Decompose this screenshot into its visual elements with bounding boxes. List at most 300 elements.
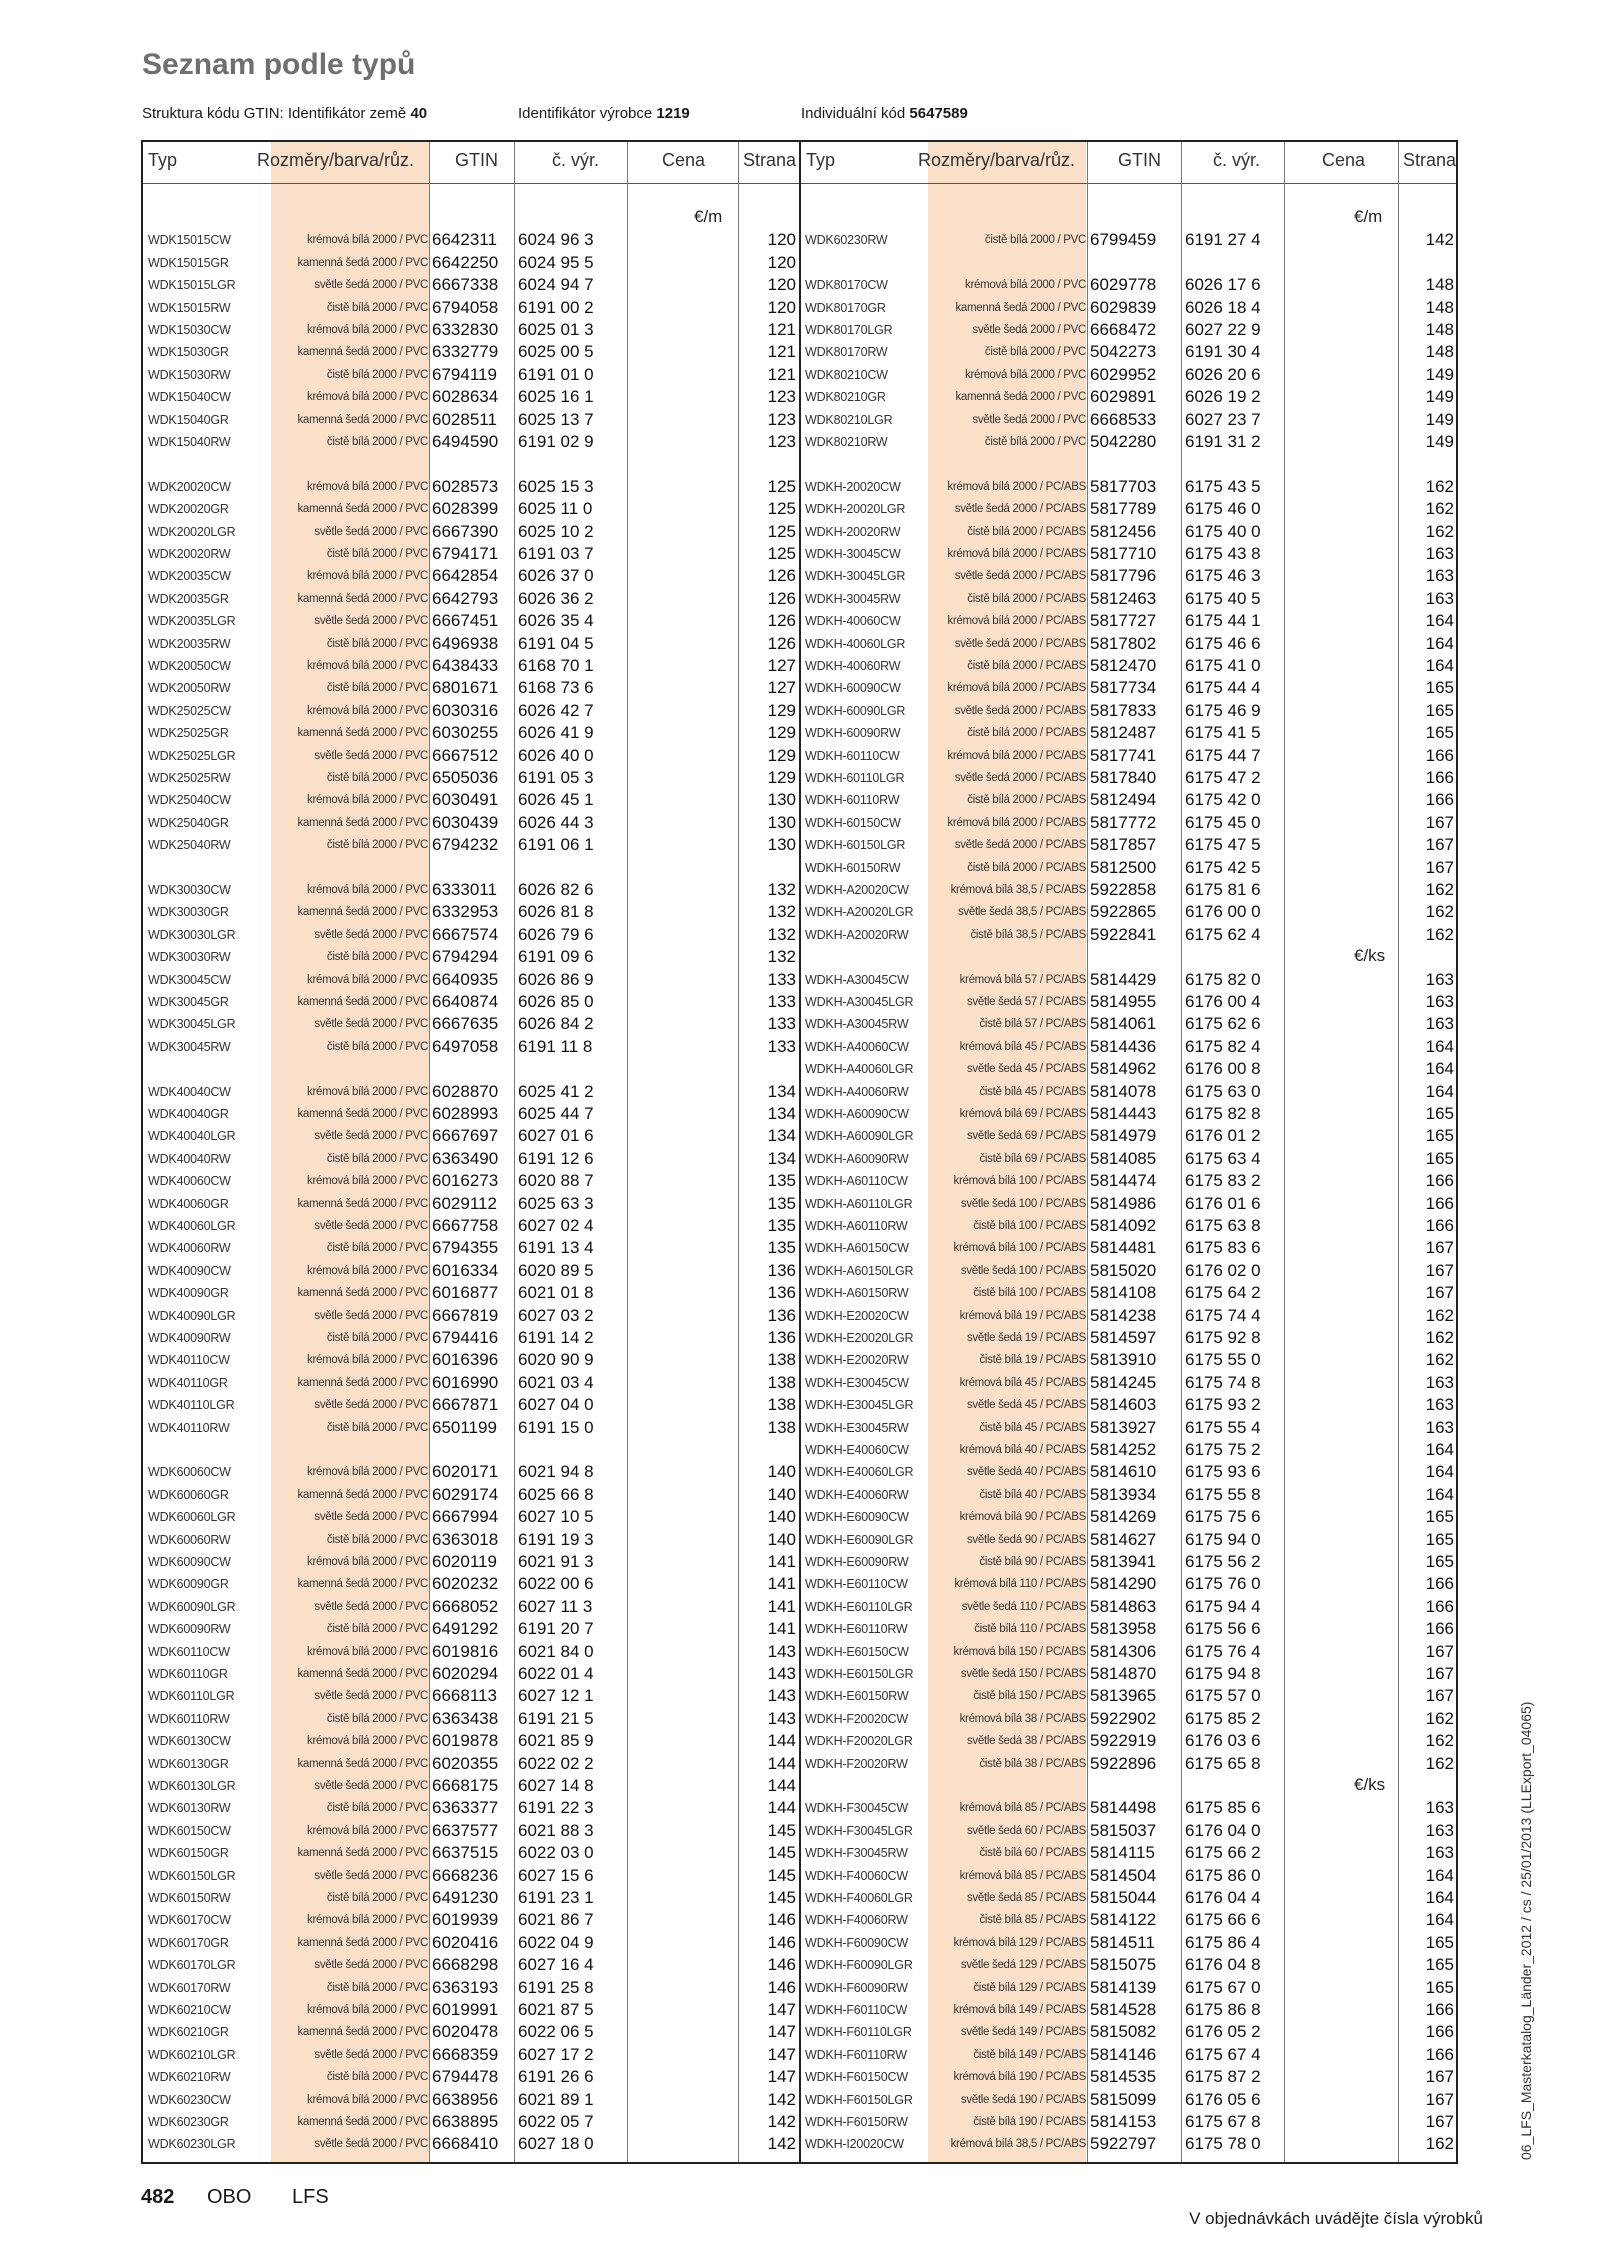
product-page: 121	[767, 320, 796, 339]
side-catalog-note: 06_LFS_Masterkatalog_Länder_2012 / cs / 25/01/2013 (LLExport_04065)	[1518, 1701, 1534, 2160]
product-type: WDK15015CW	[148, 233, 231, 248]
product-article-number: 6027 01 6	[518, 1126, 594, 1146]
product-article-number: 6176 02 0	[1185, 1260, 1261, 1280]
product-dimensions: krémová bílá 2000 / PC/ABS	[947, 816, 1086, 829]
header-dim: Rozměry/barva/růz.	[918, 150, 1076, 170]
product-article-number: 6022 06 5	[518, 2022, 594, 2042]
product-page: 140	[767, 1484, 796, 1504]
header-gtin: GTIN	[455, 150, 498, 170]
product-dimensions: kamenná šedá 2000 / PVC	[297, 1757, 428, 1770]
product-type: WDK30030CW	[148, 883, 231, 897]
product-dimensions: světle šedá 2000 / PVC	[314, 1130, 428, 1143]
product-dimensions: čistě bílá 149 / PC/ABS	[973, 2048, 1086, 2061]
product-page: 166	[1425, 745, 1454, 765]
product-article-number: 6025 66 8	[518, 1484, 594, 1504]
product-gtin: 5817703	[1090, 476, 1157, 496]
product-type: WDKH-E20020CW	[805, 1308, 909, 1323]
table-row	[0, 1417, 1600, 1439]
product-article-number: 6022 01 4	[518, 1664, 594, 1683]
product-type: WDK40060LGR	[148, 1219, 236, 1233]
product-article-number: 6191 25 8	[518, 1977, 594, 1997]
product-article-number: 6191 15 0	[518, 1417, 594, 1437]
product-page: 167	[1425, 1238, 1454, 1258]
product-dimensions: světle šedá 19 / PC/ABS	[966, 1332, 1086, 1344]
product-gtin: 5814870	[1090, 1664, 1157, 1683]
product-type: WDK80210GR	[805, 390, 886, 405]
header-page: Strana	[1403, 150, 1457, 170]
product-article-number: 6025 00 5	[518, 342, 594, 362]
table-row	[0, 812, 1600, 834]
product-type: WDK60090LGR	[148, 1599, 236, 1614]
product-dimensions: čistě bílá 2000 / PVC	[326, 1421, 428, 1434]
product-page: 133	[767, 1036, 796, 1056]
product-page: 135	[767, 1238, 796, 1258]
table-row	[0, 1708, 1600, 1730]
product-article-number: 6025 63 3	[518, 1193, 594, 1213]
product-dimensions: kamenná šedá 2000 / PVC	[297, 592, 428, 605]
product-gtin: 6030439	[432, 812, 499, 832]
product-dimensions: krémová bílá 2000 / PVC	[307, 391, 428, 404]
product-gtin: 6494590	[432, 432, 499, 451]
product-dimensions: kamenná šedá 2000 / PVC	[297, 503, 428, 516]
product-page: 162	[1425, 476, 1454, 496]
product-article-number: 6175 62 4	[1185, 924, 1261, 944]
product-article-number: 6175 64 2	[1185, 1283, 1261, 1303]
product-page: 162	[1425, 1328, 1454, 1347]
product-dimensions: čistě bílá 2000 / PVC	[326, 951, 428, 964]
product-page: 163	[1425, 1395, 1454, 1415]
product-dimensions: čistě bílá 38 / PC/ABS	[979, 1757, 1086, 1770]
product-dimensions: světle šedá 150 / PC/ABS	[960, 1668, 1086, 1680]
product-gtin: 5817796	[1090, 566, 1157, 586]
product-page: 147	[767, 2022, 796, 2042]
product-gtin: 5814627	[1090, 1529, 1157, 1549]
product-gtin: 6505036	[432, 768, 499, 787]
product-dimensions: světle šedá 2000 / PVC	[314, 1511, 428, 1524]
product-gtin: 6438433	[432, 656, 499, 675]
product-article-number: 6175 93 6	[1185, 1462, 1261, 1482]
product-gtin: 6491292	[432, 1619, 499, 1639]
product-dimensions: krémová bílá 90 / PC/ABS	[959, 1511, 1086, 1524]
product-dimensions: čistě bílá 100 / PC/ABS	[973, 1287, 1086, 1300]
product-type: WDKH-30045LGR	[805, 569, 906, 584]
product-type: WDKH-E30045LGR	[805, 1398, 914, 1413]
product-gtin: 6020119	[432, 1552, 497, 1571]
product-type: WDKH-E30045RW	[805, 1420, 909, 1435]
product-gtin: 6030491	[432, 790, 499, 810]
product-dimensions: světle šedá 2000 / PVC	[314, 1690, 428, 1703]
product-type: WDK60090RW	[148, 1622, 231, 1637]
product-type: WDK60130CW	[148, 1734, 231, 1749]
product-gtin: 5814092	[1090, 1216, 1157, 1235]
product-dimensions: světle šedá 60 / PC/ABS	[966, 1824, 1086, 1837]
product-type: WDKH-A60110LGR	[805, 1196, 913, 1211]
product-page: 143	[767, 1664, 796, 1683]
product-gtin: 5042273	[1090, 342, 1157, 362]
product-dimensions: světle šedá 100 / PC/ABS	[960, 1264, 1086, 1277]
product-dimensions: čistě bílá 2000 / PVC	[326, 1242, 428, 1255]
product-page: 126	[767, 633, 796, 653]
product-article-number: 6024 94 7	[518, 275, 594, 295]
product-article-number: 6021 88 3	[518, 1820, 594, 1840]
product-dimensions: čistě bílá 2000 / PVC	[326, 368, 428, 381]
table-row	[0, 1730, 1600, 1752]
product-article-number: 6025 10 2	[518, 521, 594, 541]
product-gtin: 6794416	[432, 1328, 499, 1347]
product-gtin: 6667697	[432, 1126, 499, 1146]
product-article-number: 6027 04 0	[518, 1395, 594, 1415]
product-page: 162	[1425, 1731, 1454, 1751]
product-dimensions: čistě bílá 2000 / PVC	[326, 548, 428, 560]
product-article-number: 6175 67 0	[1185, 1977, 1261, 1997]
product-dimensions: světle šedá 40 / PC/ABS	[966, 1466, 1086, 1479]
product-page: 162	[1425, 1753, 1454, 1773]
product-page: 165	[1425, 1529, 1454, 1549]
product-article-number: 6176 01 2	[1185, 1126, 1261, 1146]
product-gtin: 6497058	[432, 1036, 499, 1056]
product-gtin: 6667994	[432, 1507, 499, 1527]
product-type: WDK60060GR	[148, 1487, 229, 1502]
product-gtin: 5814085	[1090, 1148, 1157, 1168]
table-row	[0, 386, 1600, 408]
product-gtin: 6028399	[432, 499, 499, 519]
price-unit: €/m	[1354, 207, 1383, 226]
table-row	[0, 1327, 1600, 1349]
product-page: 164	[1425, 1059, 1454, 1079]
table-row	[0, 1641, 1600, 1663]
product-gtin: 5814122	[1090, 1910, 1157, 1930]
product-dimensions: světle šedá 2000 / PVC	[314, 1309, 428, 1322]
product-dimensions: kamenná šedá 2000 / PVC	[955, 301, 1086, 314]
table-row	[0, 1349, 1600, 1371]
table-row	[0, 2021, 1600, 2043]
product-type: WDKH-A30045RW	[805, 1017, 909, 1032]
product-dimensions: kamenná šedá 2000 / PVC	[297, 727, 428, 740]
product-article-number: 6191 06 1	[518, 835, 594, 855]
product-gtin: 6332953	[432, 902, 499, 922]
product-type: WDK25040RW	[148, 838, 231, 853]
header-price: Cena	[1322, 150, 1366, 170]
product-dimensions: čistě bílá 45 / PC/ABS	[979, 1085, 1086, 1098]
product-gtin: 6363438	[432, 1708, 499, 1728]
gtin-individual-label: Individuální kód	[801, 105, 906, 122]
product-page: 135	[767, 1193, 796, 1213]
table-row	[0, 409, 1600, 431]
product-gtin: 6363193	[432, 1977, 499, 1997]
table-row	[0, 2066, 1600, 2088]
product-article-number: 6175 56 6	[1185, 1619, 1261, 1639]
product-article-number: 6021 84 0	[518, 1641, 594, 1661]
table-row	[0, 1305, 1600, 1327]
product-page: 146	[767, 1932, 796, 1952]
table-row	[0, 655, 1600, 677]
product-type: WDK40060CW	[148, 1174, 231, 1189]
product-page: 143	[767, 1686, 796, 1706]
product-page: 132	[767, 947, 796, 967]
product-dimensions: kamenná šedá 2000 / PVC	[297, 1936, 428, 1949]
product-article-number: 6168 70 1	[518, 656, 594, 675]
product-dimensions: světle šedá 90 / PC/ABS	[966, 1533, 1086, 1546]
product-page: 167	[1425, 2112, 1454, 2131]
product-dimensions: krémová bílá 2000 / PVC	[307, 1645, 428, 1658]
product-type: WDKH-A60110RW	[805, 1219, 908, 1233]
product-gtin: 5814429	[1090, 969, 1157, 989]
product-dimensions: kamenná šedá 2000 / PVC	[297, 2116, 428, 2128]
product-type: WDK15015GR	[148, 255, 229, 270]
product-page: 166	[1425, 2022, 1454, 2042]
product-dimensions: krémová bílá 2000 / PVC	[307, 2004, 428, 2016]
product-page: 148	[1425, 297, 1454, 317]
product-page: 127	[767, 656, 796, 675]
product-page: 166	[1425, 1171, 1454, 1191]
product-article-number: 6175 82 8	[1185, 1104, 1261, 1123]
product-dimensions: čistě bílá 2000 / PVC	[326, 1802, 428, 1815]
product-dimensions: krémová bílá 45 / PC/ABS	[959, 1040, 1086, 1053]
product-article-number: 6175 55 4	[1185, 1417, 1261, 1437]
product-type: WDK60210GR	[148, 2025, 229, 2040]
product-type: WDKH-E60110RW	[805, 1622, 908, 1637]
product-page: 134	[767, 1081, 796, 1101]
product-dimensions: světle šedá 85 / PC/ABS	[966, 1892, 1086, 1904]
product-page: 149	[1425, 387, 1454, 407]
product-dimensions: kamenná šedá 2000 / PVC	[297, 346, 428, 359]
product-gtin: 6028511	[432, 409, 497, 429]
table-row	[0, 431, 1600, 453]
gtin-country-id: 40	[410, 105, 428, 122]
product-type: WDK60110LGR	[148, 1689, 235, 1704]
table-row	[0, 1394, 1600, 1416]
product-page: 167	[1425, 1641, 1454, 1661]
table-row	[0, 1193, 1600, 1215]
product-type: WDK15030GR	[148, 345, 229, 360]
product-page: 146	[767, 1955, 796, 1975]
product-page: 129	[767, 745, 796, 765]
header-typ: Typ	[148, 150, 178, 170]
product-dimensions: světle šedá 2000 / PC/ABS	[954, 570, 1086, 583]
product-type: WDK20020GR	[148, 502, 229, 517]
product-article-number: 6175 74 8	[1185, 1372, 1261, 1392]
product-gtin: 5813934	[1090, 1484, 1157, 1504]
product-gtin: 6491230	[432, 1888, 499, 1907]
table-row	[0, 722, 1600, 744]
product-page: 130	[767, 835, 796, 855]
product-article-number: 6191 19 3	[518, 1529, 594, 1549]
product-page: 167	[1425, 812, 1454, 832]
product-type: WDKH-A60150LGR	[805, 1263, 914, 1278]
product-type: WDK60210LGR	[148, 2047, 236, 2062]
table-row	[0, 1999, 1600, 2021]
product-gtin: 5814436	[1090, 1036, 1157, 1056]
product-gtin: 5814306	[1090, 1641, 1157, 1661]
product-gtin: 5922858	[1090, 880, 1157, 899]
product-page: 147	[767, 2044, 796, 2064]
product-page: 126	[767, 611, 796, 631]
product-page: 165	[1425, 1104, 1454, 1123]
product-article-number: 6026 79 6	[518, 924, 594, 944]
product-gtin: 5817802	[1090, 633, 1157, 653]
product-gtin: 6016273	[432, 1171, 499, 1191]
product-dimensions: krémová bílá 190 / PC/ABS	[953, 2071, 1086, 2084]
product-page: 145	[767, 1843, 796, 1863]
product-gtin: 5814603	[1090, 1395, 1157, 1415]
product-page: 166	[1425, 2044, 1454, 2064]
product-type: WDK40110LGR	[148, 1398, 235, 1413]
product-type: WDKH-60110RW	[805, 793, 900, 808]
product-type: WDK60060RW	[148, 1532, 231, 1547]
product-article-number: 6020 90 9	[518, 1350, 594, 1370]
table-row	[0, 834, 1600, 856]
product-type: WDK60150RW	[148, 1891, 231, 1905]
product-article-number: 6026 20 6	[1185, 364, 1261, 384]
product-dimensions: světle šedá 2000 / PC/ABS	[954, 704, 1086, 717]
product-article-number: 6175 41 5	[1185, 723, 1261, 743]
product-gtin: 6016396	[432, 1350, 499, 1370]
product-page: 136	[767, 1260, 796, 1280]
product-page: 140	[767, 1462, 796, 1482]
product-article-number: 6026 35 4	[518, 611, 594, 631]
product-gtin: 5817857	[1090, 835, 1157, 855]
product-page: 163	[1425, 992, 1454, 1011]
product-dimensions: světle šedá 2000 / PVC	[314, 749, 428, 762]
product-gtin: 5812494	[1090, 790, 1157, 810]
product-article-number: 6026 36 2	[518, 588, 594, 608]
product-dimensions: čistě bílá 2000 / PVC	[326, 839, 428, 852]
product-gtin: 5817772	[1090, 812, 1157, 832]
product-article-number: 6168 73 6	[518, 678, 594, 698]
product-article-number: 6027 12 1	[518, 1686, 594, 1706]
product-type: WDK60170RW	[148, 1980, 231, 1995]
product-type: WDK60110CW	[148, 1644, 230, 1659]
table-row	[0, 767, 1600, 789]
product-type: WDK60130GR	[148, 1756, 229, 1771]
product-article-number: 6191 20 7	[518, 1619, 594, 1639]
product-article-number: 6175 63 4	[1185, 1148, 1261, 1168]
product-article-number: 6175 67 8	[1185, 2112, 1261, 2131]
product-page: 167	[1425, 835, 1454, 855]
product-type: WDKH-F60110LGR	[805, 2025, 912, 2040]
product-dimensions: krémová bílá 2000 / PVC	[307, 704, 428, 717]
product-gtin: 5814962	[1090, 1059, 1157, 1079]
product-article-number: 6175 92 8	[1185, 1328, 1261, 1347]
product-page: 133	[767, 992, 796, 1011]
product-gtin: 5814511	[1090, 1932, 1155, 1952]
product-type: WDKH-A20020CW	[805, 883, 909, 897]
product-article-number: 6175 47 2	[1185, 768, 1261, 787]
gtin-manufacturer	[518, 105, 690, 122]
page-number: 482	[141, 2186, 175, 2208]
product-dimensions: světle šedá 2000 / PVC	[314, 279, 428, 292]
product-type: WDKH-60110LGR	[805, 771, 905, 785]
product-gtin: 5922841	[1090, 924, 1157, 944]
product-gtin: 6642311	[432, 230, 497, 250]
header-nr: č. výr.	[1213, 150, 1261, 170]
product-article-number: 6022 04 9	[518, 1932, 594, 1952]
product-dimensions: světle šedá 190 / PC/ABS	[960, 2093, 1086, 2106]
product-gtin: 6794119	[432, 364, 497, 384]
product-page: 141	[767, 1552, 796, 1571]
product-article-number: 6175 86 8	[1185, 2000, 1261, 2019]
product-page: 127	[767, 678, 796, 698]
product-gtin: 5814252	[1090, 1440, 1157, 1459]
product-type: WDK40040RW	[148, 1151, 231, 1166]
product-article-number: 6026 42 7	[518, 700, 594, 720]
product-gtin: 6332779	[432, 342, 499, 362]
product-type: WDK20020LGR	[148, 524, 236, 539]
product-page: 132	[767, 924, 796, 944]
product-dimensions: čistě bílá 2000 / PVC	[984, 346, 1086, 359]
product-article-number: 6191 23 1	[518, 1888, 594, 1907]
product-gtin: 5814269	[1090, 1507, 1157, 1527]
product-dimensions: světle šedá 110 / PC/ABS	[961, 1600, 1086, 1613]
product-type: WDK80210CW	[805, 367, 888, 382]
product-dimensions: čistě bílá 69 / PC/ABS	[979, 1152, 1086, 1165]
product-gtin: 6029891	[1090, 387, 1157, 407]
product-type: WDK40040LGR	[148, 1129, 236, 1144]
product-article-number: 6176 05 6	[1185, 2089, 1261, 2109]
product-gtin: 6019816	[432, 1641, 499, 1661]
product-dimensions: čistě bílá 2000 / PVC	[326, 1332, 428, 1344]
product-page: 147	[767, 2000, 796, 2019]
product-article-number: 6176 01 6	[1185, 1193, 1261, 1213]
product-type: WDK60060LGR	[148, 1510, 236, 1525]
product-dimensions: čistě bílá 2000 / PVC	[326, 772, 428, 784]
product-page: 163	[1425, 1843, 1454, 1863]
product-page: 144	[767, 1776, 796, 1795]
product-page: 167	[1425, 1283, 1454, 1303]
product-article-number: 6176 00 8	[1185, 1059, 1261, 1079]
product-type: WDKH-F40060CW	[805, 1868, 908, 1883]
product-dimensions: světle šedá 2000 / PVC	[314, 1399, 428, 1412]
product-page: 143	[767, 1708, 796, 1728]
product-dimensions: světle šedá 2000 / PVC	[314, 1780, 428, 1792]
product-article-number: 6176 04 0	[1185, 1820, 1261, 1840]
product-dimensions: světle šedá 2000 / PVC	[314, 1869, 428, 1882]
table-row	[0, 252, 1600, 274]
header-gtin: GTIN	[1118, 150, 1161, 170]
product-page: 163	[1425, 1014, 1454, 1034]
product-page: 138	[767, 1395, 796, 1415]
table-row	[0, 1013, 1600, 1035]
product-dimensions: světle šedá 2000 / PVC	[314, 1600, 428, 1613]
product-page: 142	[1425, 230, 1454, 250]
product-article-number: 6025 11 0	[518, 499, 593, 519]
product-page: 146	[767, 1977, 796, 1997]
product-type: WDK60210CW	[148, 2003, 231, 2017]
product-dimensions: krémová bílá 150 / PC/ABS	[953, 1645, 1086, 1658]
product-dimensions: krémová bílá 85 / PC/ABS	[959, 1802, 1086, 1815]
table-row	[0, 1685, 1600, 1707]
product-gtin: 5922902	[1090, 1708, 1157, 1728]
product-gtin: 6496938	[432, 633, 499, 653]
product-type: WDK40090CW	[148, 1263, 231, 1278]
product-dimensions: krémová bílá 2000 / PVC	[307, 1556, 428, 1568]
product-article-number: 6026 18 4	[1185, 297, 1261, 317]
product-type: WDKH-F40060RW	[805, 1913, 908, 1928]
product-page: 166	[1425, 768, 1454, 787]
product-gtin: 5814153	[1090, 2112, 1157, 2131]
table-row	[0, 1977, 1600, 1999]
product-gtin: 5814597	[1090, 1328, 1157, 1347]
product-type: WDKH-F60090LGR	[805, 1958, 913, 1973]
product-article-number: 6024 95 5	[518, 252, 594, 272]
product-article-number: 6025 44 7	[518, 1104, 594, 1123]
product-article-number: 6175 62 6	[1185, 1014, 1261, 1034]
product-article-number: 6175 57 0	[1185, 1686, 1261, 1706]
product-article-number: 6175 46 6	[1185, 633, 1261, 653]
product-type: WDK20035CW	[148, 569, 231, 584]
product-dimensions: světle šedá 57 / PC/ABS	[966, 996, 1086, 1008]
product-type: WDKH-E20020LGR	[805, 1331, 914, 1345]
